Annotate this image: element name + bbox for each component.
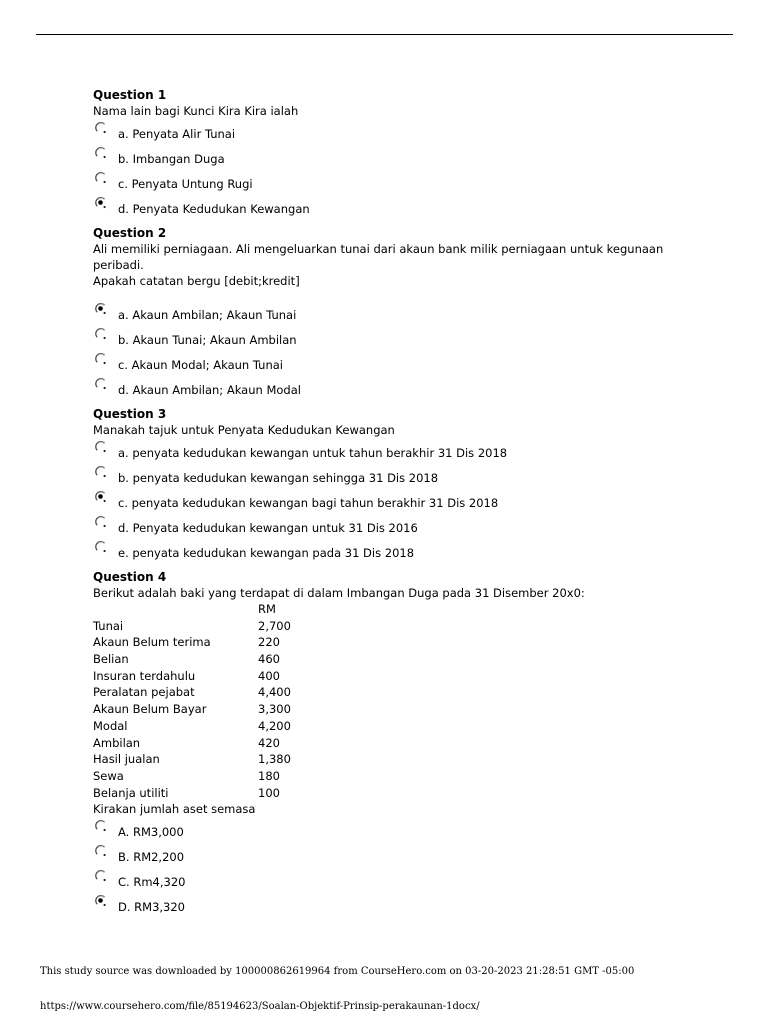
account-amount: 100 — [258, 785, 280, 800]
question-prompt: Kirakan jumlah aset semasa — [93, 802, 256, 817]
question-2 — [93, 225, 713, 400]
table-row — [93, 668, 291, 685]
question-title: Question 2 — [93, 226, 167, 240]
answer-option[interactable] — [93, 842, 713, 867]
account-name: Belanja utiliti — [93, 785, 169, 800]
question-text: Ali memiliki perniagaan. Ali mengeluarkan tunai dari akaun bank milik perniagaan untuk kegunaan peribadi. — [93, 242, 664, 272]
radio-selected-icon[interactable] — [94, 894, 108, 908]
account-name: Tunai — [93, 618, 124, 633]
radio-unselected-icon[interactable] — [94, 540, 108, 554]
radio-unselected-icon[interactable] — [94, 869, 108, 883]
answer-option-label: c. Akaun Modal; Akaun Tunai — [118, 358, 283, 372]
radio-unselected-icon[interactable] — [94, 844, 108, 858]
question-4 — [93, 569, 713, 917]
answer-option-label: d. Penyata Kedudukan Kewangan — [118, 202, 310, 216]
table-header-cell — [93, 601, 258, 618]
answer-option-label: e. penyata kedudukan kewangan pada 31 Dis 2018 — [118, 546, 415, 560]
radio-unselected-icon[interactable] — [94, 327, 108, 341]
answer-option[interactable] — [93, 119, 713, 144]
account-name: Hasil jualan — [93, 752, 160, 767]
account-amount: 460 — [258, 652, 280, 667]
question-3 — [93, 406, 713, 563]
answer-option[interactable] — [93, 144, 713, 169]
radio-selected-icon[interactable] — [94, 196, 108, 210]
answer-option[interactable] — [93, 867, 713, 892]
table-header-row — [93, 601, 291, 618]
answer-option[interactable] — [93, 488, 713, 513]
question-text: Manakah tajuk untuk Penyata Kedudukan Kewangan — [93, 423, 395, 437]
table-row — [93, 718, 291, 735]
answer-option[interactable] — [93, 169, 713, 194]
answer-option-label: b. Akaun Tunai; Akaun Ambilan — [118, 333, 297, 347]
answer-option[interactable] — [93, 300, 713, 325]
table-row — [93, 618, 291, 635]
account-name: Insuran terdahulu — [93, 668, 196, 683]
answer-option-label: c. Penyata Untung Rugi — [118, 177, 253, 191]
account-name: Modal — [93, 718, 128, 733]
answer-option-label: b. penyata kedudukan kewangan sehingga 31 Dis 2018 — [118, 471, 439, 485]
answer-option-label: d. Akaun Ambilan; Akaun Modal — [118, 383, 301, 397]
question-1 — [93, 87, 713, 219]
account-name: Belian — [93, 652, 129, 667]
answer-option[interactable] — [93, 375, 713, 400]
answer-option-label: d. Penyata kedudukan kewangan untuk 31 Dis 2016 — [118, 521, 418, 535]
answer-option[interactable] — [93, 538, 713, 563]
account-name: Sewa — [93, 768, 124, 783]
answer-option-label: a. penyata kedudukan kewangan untuk tahun berakhir 31 Dis 2018 — [118, 446, 508, 460]
answer-option-label: a. Penyata Alir Tunai — [118, 127, 236, 141]
table-row — [93, 735, 291, 752]
table-header-cell: RM — [258, 602, 276, 616]
radio-unselected-icon[interactable] — [94, 440, 108, 454]
answer-option-label: A. RM3,000 — [118, 825, 184, 840]
answer-option[interactable] — [93, 438, 713, 463]
table-row — [93, 634, 291, 651]
radio-unselected-icon[interactable] — [94, 352, 108, 366]
account-name: Ambilan — [93, 735, 141, 750]
radio-unselected-icon[interactable] — [94, 465, 108, 479]
radio-selected-icon[interactable] — [94, 490, 108, 504]
account-name: Akaun Belum Bayar — [93, 702, 207, 717]
top-divider — [36, 34, 733, 35]
account-amount: 1,380 — [258, 752, 291, 767]
trial-balance-table — [93, 601, 291, 801]
question-text: Berikut adalah baki yang terdapat di dalam Imbangan Duga pada 31 Disember 20x0: — [93, 586, 585, 600]
question-text: Nama lain bagi Kunci Kira Kira ialah — [93, 104, 299, 118]
account-amount: 180 — [258, 768, 280, 783]
table-row — [93, 701, 291, 718]
question-text: Apakah catatan bergu [debit;kredit] — [93, 274, 300, 288]
question-title: Question 4 — [93, 570, 167, 584]
answer-option-label: C. Rm4,320 — [118, 875, 186, 890]
download-note: This study source was downloaded by 100000862619964 from CourseHero.com on 03-20-2023 21:28:51 GMT -05:00 — [40, 966, 635, 977]
table-row — [93, 751, 291, 768]
radio-unselected-icon[interactable] — [94, 377, 108, 391]
answer-option-label: D. RM3,320 — [118, 900, 186, 915]
radio-unselected-icon[interactable] — [94, 819, 108, 833]
table-row — [93, 785, 291, 802]
answer-option[interactable] — [93, 325, 713, 350]
answer-option[interactable] — [93, 463, 713, 488]
question-title: Question 1 — [93, 88, 167, 102]
answer-option-label: B. RM2,200 — [118, 850, 185, 865]
answer-option[interactable] — [93, 350, 713, 375]
answer-option[interactable] — [93, 194, 713, 219]
account-amount: 4,200 — [258, 718, 291, 733]
question-title: Question 3 — [93, 407, 167, 421]
account-amount: 4,400 — [258, 685, 291, 700]
account-name: Akaun Belum terima — [93, 635, 211, 650]
table-row — [93, 684, 291, 701]
account-amount: 220 — [258, 635, 280, 650]
answer-option[interactable] — [93, 892, 713, 917]
radio-unselected-icon[interactable] — [94, 121, 108, 135]
radio-unselected-icon[interactable] — [94, 171, 108, 185]
account-amount: 420 — [258, 735, 280, 750]
account-amount: 400 — [258, 668, 280, 683]
quiz-content — [93, 85, 713, 923]
account-amount: 3,300 — [258, 702, 291, 717]
radio-selected-icon[interactable] — [94, 302, 108, 316]
account-amount: 2,700 — [258, 618, 291, 633]
radio-unselected-icon[interactable] — [94, 515, 108, 529]
answer-option-label: c. penyata kedudukan kewangan bagi tahun berakhir 31 Dis 2018 — [118, 496, 499, 510]
radio-unselected-icon[interactable] — [94, 146, 108, 160]
source-url: https://www.coursehero.com/file/85194623/Soalan-Objektif-Prinsip-perakaunan-1docx/ — [40, 1001, 480, 1012]
account-name: Peralatan pejabat — [93, 685, 195, 700]
answer-option-label: b. Imbangan Duga — [118, 152, 225, 166]
answer-option[interactable] — [93, 513, 713, 538]
answer-option[interactable] — [93, 817, 713, 842]
answer-option-label: a. Akaun Ambilan; Akaun Tunai — [118, 308, 297, 322]
table-row — [93, 768, 291, 785]
table-row — [93, 651, 291, 668]
